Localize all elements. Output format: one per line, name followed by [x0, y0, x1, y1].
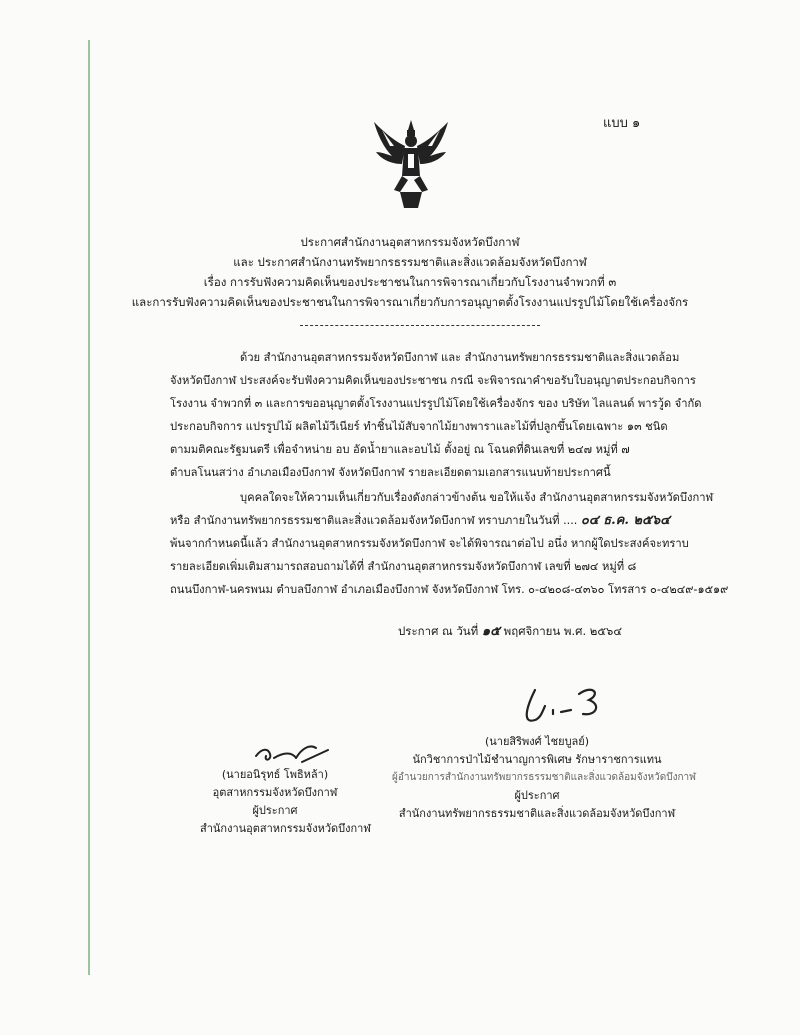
paragraph-line: ถนนบึงกาฬ-นครพนม ตำบลบึงกาฬ อำเภอเมืองบึงกาฬ จังหวัดบึงกาฬ โทร. ๐-๔๒๐๘-๔๓๖๐ โทรสาร ๐-๔๒๔๙-๑๕๑๙	[170, 583, 729, 596]
deadline-text: หรือ สำนักงานทรัพยากรธรรมชาติและสิ่งแวดล้อมจังหวัดบึงกาฬ ทราบภายในวันที่ ....	[170, 514, 578, 527]
form-number: แบบ ๑	[603, 116, 641, 131]
date-prefix: ประกาศ ณ วันที่	[398, 624, 479, 638]
signature-right-mark	[505, 680, 615, 730]
signatory-right	[392, 733, 696, 823]
signatory-left-office: สำนักงานอุตสาหกรรมจังหวัดบึงกาฬ	[200, 822, 371, 835]
signatory-left-title: อุตสาหกรรมจังหวัดบึงกาฬ	[212, 786, 338, 799]
paragraph-line: รายละเอียดเพิ่มเติมสามารถสอบถามได้ที่ สำนักงานอุตสาหกรรมจังหวัดบึงกาฬ เลขที่ ๒๗๔ หมู่ที่ ๘	[170, 560, 637, 573]
date-suffix: พฤศจิกายน พ.ศ. ๒๕๖๔	[503, 624, 623, 638]
heading-subject-cont: และการรับฟังความคิดเห็นของประชาชนในการพิจารณาเกี่ยวกับการอนุญาตตั้งโรงงานแปรรูปไม้โดยใช้เครื่องจักร	[131, 295, 689, 309]
signatory-left-name: (นายอนิรุทธ์ โพธิหล้า)	[221, 768, 329, 781]
signatory-left-role: ผู้ประกาศ	[252, 804, 298, 817]
date-day-handwritten: ๑๕	[481, 624, 501, 639]
signatory-left	[200, 766, 371, 838]
signatory-right-title: นักวิชาการป่าไม้ชำนาญการพิเศษ รักษาราชการแทน	[412, 753, 662, 766]
paragraph-line: พ้นจากกำหนดนี้แล้ว สำนักงานอุตสาหกรรมจังหวัดบึงกาฬ จะได้พิจารณาต่อไป อนึ่ง หากผู้ใดประสงค์จะทราบ	[170, 537, 689, 550]
paragraph-line: โรงงาน จำพวกที่ ๓ และการขออนุญาตตั้งโรงงานแปรรูปไม้โดยใช้เครื่องจักร ของ บริษัท ไลแลนด์ พารวู้ด จำกัด	[170, 397, 702, 410]
paragraph-line: บุคคลใดจะให้ความเห็นเกี่ยวกับเรื่องดังกล่าวข้างต้น ขอให้แจ้ง สำนักงานอุตสาหกรรมจังหวัดบึงกาฬ	[240, 491, 714, 504]
heading-subject: เรื่อง การรับฟังความคิดเห็นของประชาชนในการพิจารณาเกี่ยวกับโรงงานจำพวกที่ ๓	[203, 275, 617, 289]
paragraph-line: ตำบลโนนสว่าง อำเภอเมืองบึงกาฬ จังหวัดบึงกาฬ รายละเอียดตามเอกสารแนบท้ายประกาศนี้	[170, 466, 611, 479]
signatory-right-office: สำนักงานทรัพยากรธรรมชาติและสิ่งแวดล้อมจังหวัดบึงกาฬ	[398, 807, 676, 820]
paragraph-line: ตามมติคณะรัฐมนตรี เพื่อจำหน่าย อบ อัดน้ำยาและอบไม้ ตั้งอยู่ ณ โฉนดที่ดินเลขที่ ๒๔๗ หมู่ที่ ๗	[170, 443, 630, 456]
signatory-right-role: ผู้ประกาศ	[514, 789, 560, 802]
garuda-emblem-icon	[370, 118, 452, 210]
paragraph-line: ด้วย สำนักงานอุตสาหกรรมจังหวัดบึงกาฬ และ สำนักงานทรัพยากรธรรมชาติและสิ่งแวดล้อม	[240, 351, 680, 364]
announcement-date	[398, 620, 622, 641]
signatory-right-name: (นายสิริพงศ์ ไชยบูลย์)	[484, 735, 590, 748]
deadline-handwritten: ๐๔ ธ.ค. ๒๕๖๔	[580, 513, 670, 528]
paragraph-comments	[170, 486, 729, 601]
paragraph-line: ประกอบกิจการ แปรรูปไม้ ผลิตไม้วีเนียร์ ทำชิ้นไม้สับจากไม้ยางพาราและไม้ที่ปลูกขึ้นโดยเฉพาะ ๑๓ ชนิด	[170, 420, 668, 433]
signatory-right-title2: ผู้อำนวยการสำนักงานทรัพยากรธรรมชาติและสิ่งแวดล้อมจังหวัดบึงกาฬ	[392, 772, 696, 783]
announcement-heading	[120, 232, 700, 312]
heading-line-1: ประกาศสำนักงานอุตสาหกรรมจังหวัดบึงกาฬ	[300, 235, 520, 249]
paragraph-purpose	[170, 346, 702, 484]
heading-line-2: และ ประกาศสำนักงานทรัพยากรธรรมชาติและสิ่งแวดล้อมจังหวัดบึงกาฬ	[233, 255, 587, 269]
binding-margin-line	[88, 40, 90, 975]
paragraph-line-deadline	[170, 509, 672, 532]
heading-divider	[300, 325, 540, 326]
paragraph-line: จังหวัดบึงกาฬ ประสงค์จะรับฟังความคิดเห็นของประชาชน กรณี จะพิจารณาคำขอรับใบอนุญาตประกอบกิจการ	[170, 374, 696, 387]
